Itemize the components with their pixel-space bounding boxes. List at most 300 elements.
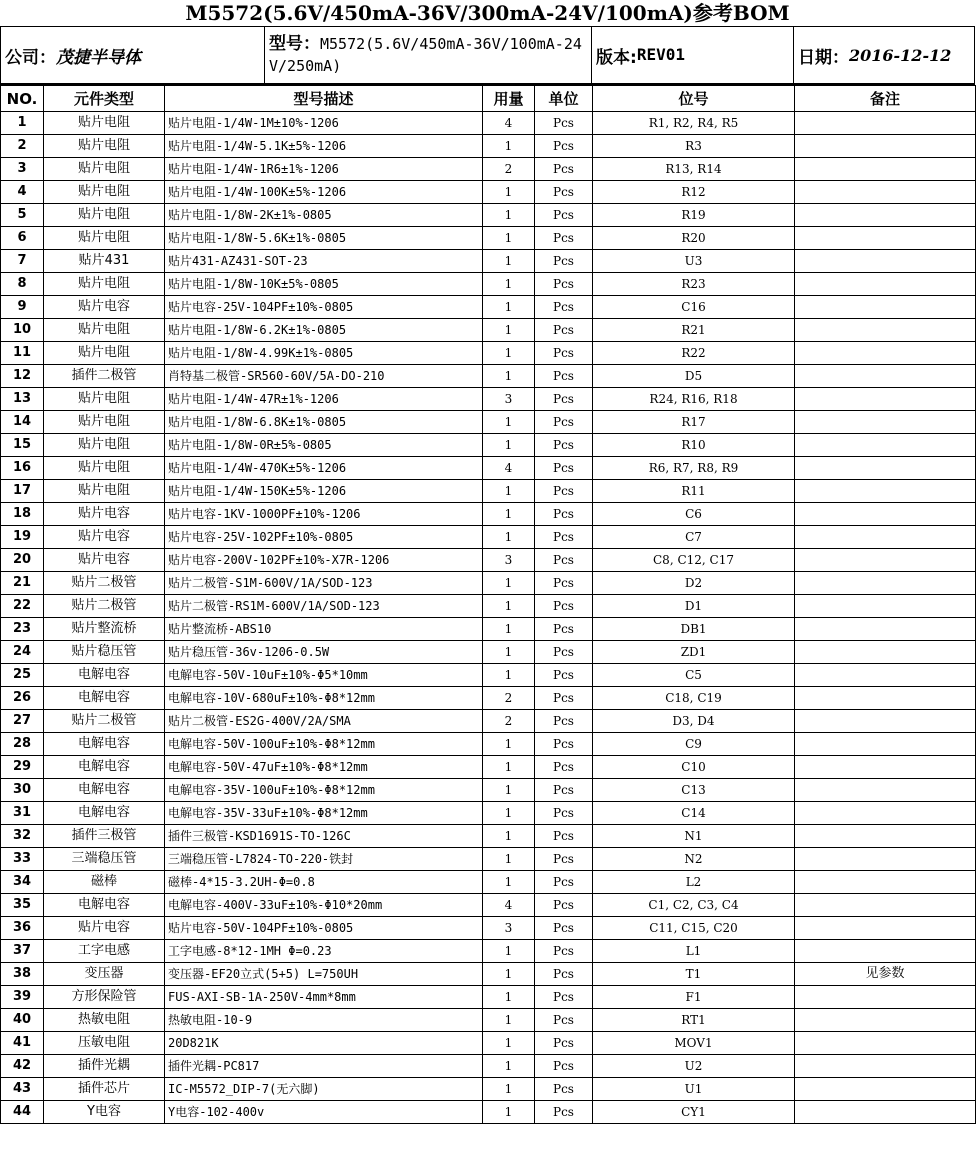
- cell-note: [795, 825, 976, 848]
- cell-unit: Pcs: [535, 365, 593, 388]
- cell-qty: 1: [483, 227, 535, 250]
- cell-type: 热敏电阻: [44, 1009, 165, 1032]
- cell-qty: 1: [483, 641, 535, 664]
- cell-unit: Pcs: [535, 595, 593, 618]
- cell-unit: Pcs: [535, 618, 593, 641]
- cell-type: 贴片电阻: [44, 227, 165, 250]
- table-row: [1, 848, 976, 871]
- cell-desc: 贴片电容-50V-104PF±10%-0805: [165, 917, 483, 940]
- cell-desc: 电解电容-10V-680uF±10%-Φ8*12mm: [165, 687, 483, 710]
- cell-desc: 贴片电阻-1/4W-470K±5%-1206: [165, 457, 483, 480]
- cell-qty: 3: [483, 549, 535, 572]
- cell-position: N1: [593, 825, 795, 848]
- cell-no: 10: [1, 319, 44, 342]
- cell-desc: 贴片电阻-1/8W-6.2K±1%-0805: [165, 319, 483, 342]
- cell-position: U2: [593, 1055, 795, 1078]
- cell-qty: 3: [483, 917, 535, 940]
- cell-unit: Pcs: [535, 687, 593, 710]
- cell-position: R13, R14: [593, 158, 795, 181]
- cell-unit: Pcs: [535, 135, 593, 158]
- cell-type: 贴片电阻: [44, 434, 165, 457]
- cell-note: [795, 319, 976, 342]
- cell-note: [795, 1055, 976, 1078]
- cell-note: [795, 342, 976, 365]
- cell-position: U1: [593, 1078, 795, 1101]
- cell-no: 28: [1, 733, 44, 756]
- cell-qty: 1: [483, 940, 535, 963]
- cell-unit: Pcs: [535, 710, 593, 733]
- cell-desc: 贴片电容-25V-102PF±10%-0805: [165, 526, 483, 549]
- company-label: 公司：: [5, 47, 56, 68]
- table-row: [1, 756, 976, 779]
- cell-no: 36: [1, 917, 44, 940]
- cell-position: R22: [593, 342, 795, 365]
- cell-position: F1: [593, 986, 795, 1009]
- cell-desc: 贴片二极管-RS1M-600V/1A/SOD-123: [165, 595, 483, 618]
- date-label: 日期：: [798, 47, 849, 68]
- table-row: [1, 549, 976, 572]
- cell-type: 插件光耦: [44, 1055, 165, 1078]
- cell-no: 13: [1, 388, 44, 411]
- table-row: [1, 158, 976, 181]
- table-row: [1, 733, 976, 756]
- cell-position: T1: [593, 963, 795, 986]
- cell-desc: 贴片电阻-1/8W-6.8K±1%-0805: [165, 411, 483, 434]
- cell-note: [795, 204, 976, 227]
- cell-qty: 1: [483, 181, 535, 204]
- cell-no: 25: [1, 664, 44, 687]
- cell-no: 18: [1, 503, 44, 526]
- cell-no: 3: [1, 158, 44, 181]
- cell-qty: 4: [483, 112, 535, 135]
- table-row: [1, 319, 976, 342]
- cell-no: 27: [1, 710, 44, 733]
- cell-position: RT1: [593, 1009, 795, 1032]
- cell-qty: 2: [483, 158, 535, 181]
- cell-desc: 贴片电阻-1/4W-100K±5%-1206: [165, 181, 483, 204]
- cell-no: 9: [1, 296, 44, 319]
- cell-qty: 2: [483, 687, 535, 710]
- cell-qty: 1: [483, 411, 535, 434]
- cell-note: [795, 273, 976, 296]
- cell-qty: 1: [483, 618, 535, 641]
- cell-unit: Pcs: [535, 825, 593, 848]
- cell-unit: Pcs: [535, 480, 593, 503]
- cell-qty: 1: [483, 825, 535, 848]
- cell-position: C13: [593, 779, 795, 802]
- cell-note: [795, 250, 976, 273]
- cell-position: R3: [593, 135, 795, 158]
- cell-note: [795, 227, 976, 250]
- cell-note: [795, 296, 976, 319]
- table-row: [1, 480, 976, 503]
- cell-note: [795, 549, 976, 572]
- cell-desc: 贴片电阻-1/8W-2K±1%-0805: [165, 204, 483, 227]
- cell-desc: 电解电容-50V-10uF±10%-Φ5*10mm: [165, 664, 483, 687]
- cell-note: [795, 135, 976, 158]
- table-row: [1, 1101, 976, 1124]
- cell-type: 贴片电容: [44, 917, 165, 940]
- col-header-position: 位号: [593, 86, 795, 112]
- cell-type: 变压器: [44, 963, 165, 986]
- cell-position: C11, C15, C20: [593, 917, 795, 940]
- cell-qty: 1: [483, 319, 535, 342]
- table-row: [1, 894, 976, 917]
- cell-position: DB1: [593, 618, 795, 641]
- cell-position: C14: [593, 802, 795, 825]
- cell-qty: 1: [483, 963, 535, 986]
- cell-no: 26: [1, 687, 44, 710]
- cell-type: 贴片电阻: [44, 319, 165, 342]
- cell-unit: Pcs: [535, 526, 593, 549]
- cell-type: 贴片电阻: [44, 342, 165, 365]
- table-row: [1, 181, 976, 204]
- cell-note: 见参数: [795, 963, 976, 986]
- cell-unit: Pcs: [535, 756, 593, 779]
- cell-note: [795, 1009, 976, 1032]
- model-block: [269, 33, 589, 77]
- cell-note: [795, 641, 976, 664]
- cell-position: L1: [593, 940, 795, 963]
- cell-qty: 1: [483, 434, 535, 457]
- cell-no: 16: [1, 457, 44, 480]
- table-row: [1, 135, 976, 158]
- cell-desc: 贴片电阻-1/4W-150K±5%-1206: [165, 480, 483, 503]
- cell-note: [795, 871, 976, 894]
- cell-position: D3, D4: [593, 710, 795, 733]
- cell-unit: Pcs: [535, 342, 593, 365]
- cell-unit: Pcs: [535, 319, 593, 342]
- cell-type: 贴片电容: [44, 526, 165, 549]
- cell-position: C18, C19: [593, 687, 795, 710]
- model-label: 型号：: [269, 34, 320, 54]
- cell-no: 22: [1, 595, 44, 618]
- cell-position: C16: [593, 296, 795, 319]
- cell-qty: 1: [483, 480, 535, 503]
- cell-unit: Pcs: [535, 411, 593, 434]
- cell-unit: Pcs: [535, 549, 593, 572]
- version-cell: [592, 27, 794, 83]
- cell-unit: Pcs: [535, 250, 593, 273]
- cell-note: [795, 733, 976, 756]
- cell-unit: Pcs: [535, 848, 593, 871]
- table-row: [1, 227, 976, 250]
- cell-type: 贴片电容: [44, 296, 165, 319]
- cell-note: [795, 526, 976, 549]
- info-row: [0, 27, 975, 85]
- cell-desc: FUS-AXI-SB-1A-250V-4mm*8mm: [165, 986, 483, 1009]
- cell-note: [795, 779, 976, 802]
- cell-qty: 4: [483, 457, 535, 480]
- model-cell: [265, 27, 592, 83]
- table-row: [1, 779, 976, 802]
- cell-desc: 贴片二极管-ES2G-400V/2A/SMA: [165, 710, 483, 733]
- cell-note: [795, 480, 976, 503]
- cell-position: ZD1: [593, 641, 795, 664]
- cell-position: C9: [593, 733, 795, 756]
- cell-no: 44: [1, 1101, 44, 1124]
- cell-type: 电解电容: [44, 687, 165, 710]
- cell-no: 14: [1, 411, 44, 434]
- cell-desc: 贴片431-AZ431-SOT-23: [165, 250, 483, 273]
- table-row: [1, 250, 976, 273]
- cell-desc: 热敏电阻-10-9: [165, 1009, 483, 1032]
- cell-type: 贴片电阻: [44, 204, 165, 227]
- cell-unit: Pcs: [535, 572, 593, 595]
- cell-no: 43: [1, 1078, 44, 1101]
- cell-qty: 1: [483, 1101, 535, 1124]
- cell-qty: 1: [483, 1032, 535, 1055]
- cell-no: 5: [1, 204, 44, 227]
- table-row: [1, 572, 976, 595]
- cell-position: D1: [593, 595, 795, 618]
- cell-note: [795, 710, 976, 733]
- table-row: [1, 1078, 976, 1101]
- cell-desc: 电解电容-50V-100uF±10%-Φ8*12mm: [165, 733, 483, 756]
- cell-note: [795, 434, 976, 457]
- cell-no: 31: [1, 802, 44, 825]
- cell-unit: Pcs: [535, 1055, 593, 1078]
- cell-note: [795, 595, 976, 618]
- cell-type: 贴片二极管: [44, 572, 165, 595]
- col-header-desc: 型号描述: [165, 86, 483, 112]
- cell-unit: Pcs: [535, 1032, 593, 1055]
- cell-no: 33: [1, 848, 44, 871]
- cell-qty: 3: [483, 388, 535, 411]
- cell-type: 贴片431: [44, 250, 165, 273]
- cell-unit: Pcs: [535, 227, 593, 250]
- cell-position: R24, R16, R18: [593, 388, 795, 411]
- cell-no: 39: [1, 986, 44, 1009]
- cell-position: D2: [593, 572, 795, 595]
- cell-no: 32: [1, 825, 44, 848]
- cell-note: [795, 986, 976, 1009]
- cell-type: 工字电感: [44, 940, 165, 963]
- cell-desc: 贴片电阻-1/8W-0R±5%-0805: [165, 434, 483, 457]
- model-value: M5572(5.6V/450mA-36V/100mA-24V/250mA): [269, 35, 582, 75]
- cell-note: [795, 940, 976, 963]
- cell-no: 37: [1, 940, 44, 963]
- cell-qty: 1: [483, 1055, 535, 1078]
- cell-position: R12: [593, 181, 795, 204]
- cell-unit: Pcs: [535, 1101, 593, 1124]
- cell-note: [795, 802, 976, 825]
- cell-no: 6: [1, 227, 44, 250]
- cell-type: 贴片电阻: [44, 181, 165, 204]
- table-row: [1, 365, 976, 388]
- table-row: [1, 388, 976, 411]
- cell-type: 贴片二极管: [44, 595, 165, 618]
- cell-no: 19: [1, 526, 44, 549]
- cell-type: 插件三极管: [44, 825, 165, 848]
- cell-qty: 1: [483, 296, 535, 319]
- cell-qty: 4: [483, 894, 535, 917]
- cell-no: 17: [1, 480, 44, 503]
- cell-type: 贴片电容: [44, 549, 165, 572]
- cell-note: [795, 848, 976, 871]
- cell-qty: 1: [483, 664, 535, 687]
- cell-position: CY1: [593, 1101, 795, 1124]
- cell-unit: Pcs: [535, 802, 593, 825]
- cell-unit: Pcs: [535, 779, 593, 802]
- cell-desc: 贴片整流桥-ABS10: [165, 618, 483, 641]
- cell-note: [795, 1101, 976, 1124]
- cell-desc: 电解电容-35V-33uF±10%-Φ8*12mm: [165, 802, 483, 825]
- cell-type: 贴片电阻: [44, 158, 165, 181]
- cell-position: R1, R2, R4, R5: [593, 112, 795, 135]
- cell-desc: 电解电容-35V-100uF±10%-Φ8*12mm: [165, 779, 483, 802]
- cell-type: 贴片二极管: [44, 710, 165, 733]
- cell-unit: Pcs: [535, 457, 593, 480]
- cell-position: R19: [593, 204, 795, 227]
- cell-position: MOV1: [593, 1032, 795, 1055]
- cell-no: 35: [1, 894, 44, 917]
- cell-desc: 贴片电阻-1/8W-5.6K±1%-0805: [165, 227, 483, 250]
- cell-qty: 1: [483, 756, 535, 779]
- cell-position: R20: [593, 227, 795, 250]
- cell-type: 贴片电阻: [44, 388, 165, 411]
- cell-desc: 插件光耦-PC817: [165, 1055, 483, 1078]
- cell-note: [795, 917, 976, 940]
- cell-note: [795, 457, 976, 480]
- cell-qty: 1: [483, 135, 535, 158]
- cell-position: D5: [593, 365, 795, 388]
- cell-no: 15: [1, 434, 44, 457]
- table-row: [1, 802, 976, 825]
- cell-no: 24: [1, 641, 44, 664]
- cell-qty: 1: [483, 342, 535, 365]
- cell-unit: Pcs: [535, 181, 593, 204]
- cell-position: C5: [593, 664, 795, 687]
- cell-desc: 磁棒-4*15-3.2UH-Φ=0.8: [165, 871, 483, 894]
- cell-desc: Y电容-102-400v: [165, 1101, 483, 1124]
- cell-desc: 贴片电阻-1/4W-5.1K±5%-1206: [165, 135, 483, 158]
- cell-unit: Pcs: [535, 940, 593, 963]
- cell-unit: Pcs: [535, 894, 593, 917]
- cell-no: 2: [1, 135, 44, 158]
- table-row: [1, 526, 976, 549]
- cell-note: [795, 1078, 976, 1101]
- cell-no: 30: [1, 779, 44, 802]
- cell-qty: 1: [483, 365, 535, 388]
- cell-note: [795, 503, 976, 526]
- cell-qty: 1: [483, 526, 535, 549]
- cell-desc: 贴片电阻-1/4W-47R±1%-1206: [165, 388, 483, 411]
- cell-qty: 1: [483, 273, 535, 296]
- cell-unit: Pcs: [535, 296, 593, 319]
- cell-note: [795, 411, 976, 434]
- cell-no: 38: [1, 963, 44, 986]
- cell-note: [795, 112, 976, 135]
- cell-type: 电解电容: [44, 894, 165, 917]
- cell-qty: 1: [483, 1009, 535, 1032]
- version-value: REV01: [636, 45, 685, 64]
- cell-position: R11: [593, 480, 795, 503]
- date-cell: [794, 27, 975, 83]
- cell-unit: Pcs: [535, 871, 593, 894]
- cell-type: 三端稳压管: [44, 848, 165, 871]
- cell-desc: 贴片稳压管-36v-1206-0.5W: [165, 641, 483, 664]
- cell-desc: 贴片电阻-1/4W-1R6±1%-1206: [165, 158, 483, 181]
- cell-type: 插件芯片: [44, 1078, 165, 1101]
- bom-table: [0, 85, 976, 1124]
- cell-unit: Pcs: [535, 641, 593, 664]
- cell-qty: 2: [483, 710, 535, 733]
- cell-unit: Pcs: [535, 112, 593, 135]
- cell-desc: 电解电容-400V-33uF±10%-Φ10*20mm: [165, 894, 483, 917]
- cell-no: 34: [1, 871, 44, 894]
- cell-desc: 贴片二极管-S1M-600V/1A/SOD-123: [165, 572, 483, 595]
- cell-unit: Pcs: [535, 503, 593, 526]
- cell-no: 8: [1, 273, 44, 296]
- cell-no: 41: [1, 1032, 44, 1055]
- cell-type: 贴片电阻: [44, 112, 165, 135]
- cell-position: C1, C2, C3, C4: [593, 894, 795, 917]
- cell-desc: 插件三极管-KSD1691S-TO-126C: [165, 825, 483, 848]
- bom-body: [1, 112, 976, 1124]
- cell-type: 贴片电容: [44, 503, 165, 526]
- table-row: [1, 664, 976, 687]
- cell-unit: Pcs: [535, 986, 593, 1009]
- cell-type: Y电容: [44, 1101, 165, 1124]
- table-row: [1, 618, 976, 641]
- table-row: [1, 503, 976, 526]
- cell-qty: 1: [483, 848, 535, 871]
- table-row: [1, 825, 976, 848]
- cell-qty: 1: [483, 204, 535, 227]
- cell-unit: Pcs: [535, 1009, 593, 1032]
- company-value: 茂捷半导体: [56, 47, 141, 68]
- header-row: [1, 86, 976, 112]
- cell-qty: 1: [483, 595, 535, 618]
- table-row: [1, 963, 976, 986]
- cell-desc: 肖特基二极管-SR560-60V/5A-DO-210: [165, 365, 483, 388]
- cell-note: [795, 618, 976, 641]
- table-row: [1, 871, 976, 894]
- table-row: [1, 1009, 976, 1032]
- cell-unit: Pcs: [535, 204, 593, 227]
- cell-type: 贴片电阻: [44, 480, 165, 503]
- cell-no: 1: [1, 112, 44, 135]
- cell-no: 42: [1, 1055, 44, 1078]
- cell-no: 23: [1, 618, 44, 641]
- cell-desc: 贴片电阻-1/8W-10K±5%-0805: [165, 273, 483, 296]
- cell-qty: 1: [483, 871, 535, 894]
- cell-unit: Pcs: [535, 963, 593, 986]
- table-row: [1, 434, 976, 457]
- cell-note: [795, 894, 976, 917]
- table-row: [1, 457, 976, 480]
- cell-type: 贴片整流桥: [44, 618, 165, 641]
- cell-no: 7: [1, 250, 44, 273]
- cell-no: 20: [1, 549, 44, 572]
- table-row: [1, 273, 976, 296]
- cell-position: C6: [593, 503, 795, 526]
- cell-unit: Pcs: [535, 917, 593, 940]
- cell-note: [795, 388, 976, 411]
- cell-desc: 工字电感-8*12-1MH Φ=0.23: [165, 940, 483, 963]
- cell-unit: Pcs: [535, 434, 593, 457]
- cell-type: 贴片电阻: [44, 411, 165, 434]
- cell-qty: 1: [483, 733, 535, 756]
- table-row: [1, 204, 976, 227]
- table-row: [1, 296, 976, 319]
- cell-qty: 1: [483, 802, 535, 825]
- table-row: [1, 940, 976, 963]
- cell-type: 电解电容: [44, 664, 165, 687]
- col-header-qty: 用量: [483, 86, 535, 112]
- cell-note: [795, 181, 976, 204]
